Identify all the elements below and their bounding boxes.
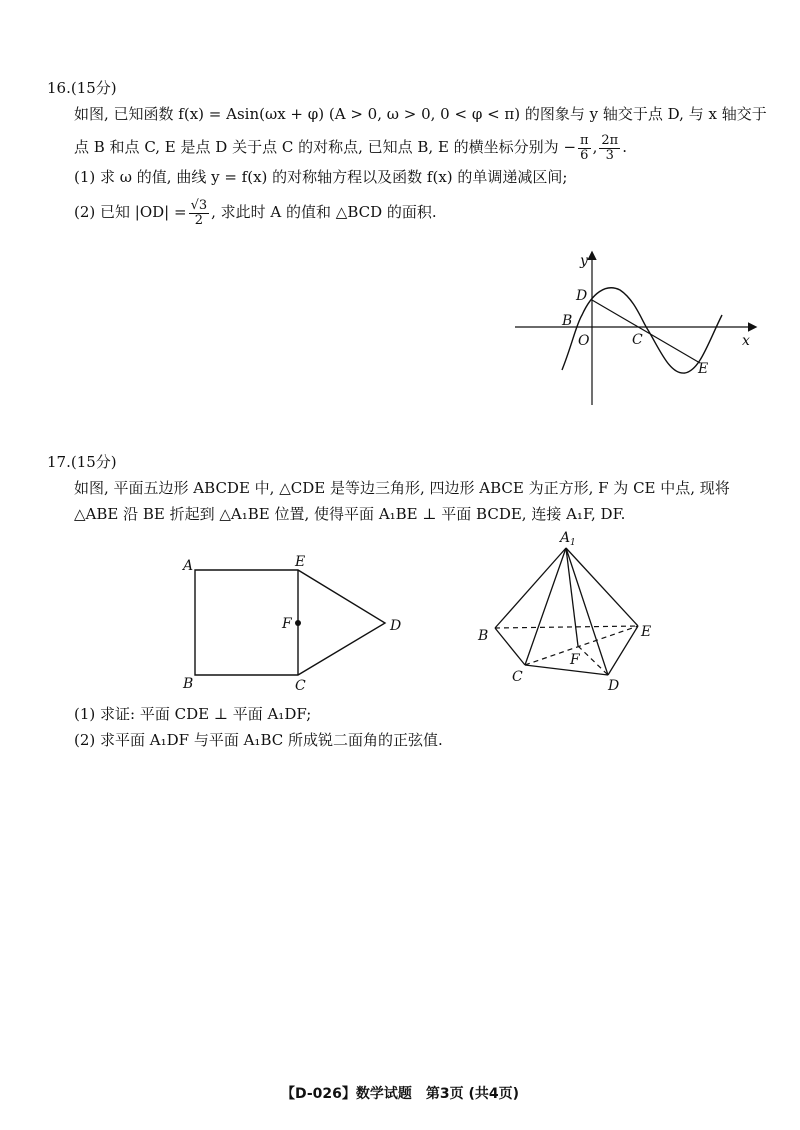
- q17-part2: (2) 求平面 A₁DF 与平面 A₁BC 所成锐二面角的正弦值.: [74, 731, 443, 749]
- label-d: D: [576, 288, 588, 304]
- q17-text-line2: △ABE 沿 BE 折起到 △A₁BE 位置, 使得平面 A₁BE ⊥ 平面 BCDE, 连接 A₁F, DF.: [74, 505, 626, 523]
- edge-cd: [525, 665, 608, 675]
- q17-number: 17.(15分): [47, 453, 117, 471]
- q17-text-line1: 如图, 平面五边形 ABCDE 中, △CDE 是等边三角形, 四边形 ABCE 为正方形, F 为 CE 中点, 现将: [74, 479, 730, 497]
- q17-figure-pentagon: [175, 548, 415, 698]
- label-a: A: [183, 558, 194, 574]
- q16-sine-graph: [510, 245, 770, 410]
- page-footer: 【D-026】数学试题 第3页 (共4页): [280, 1086, 520, 1102]
- edge-a1f: [566, 548, 578, 646]
- label-d: D: [390, 618, 402, 634]
- label-b: B: [562, 313, 573, 329]
- label-b: B: [183, 676, 194, 692]
- edge-ce-hidden: [525, 626, 638, 665]
- point-f: [295, 620, 301, 626]
- q16-text-line2: 点 B 和点 C, E 是点 D 关于点 C 的对称点, 已知点 B, E 的横坐标分别为 − $\frac{\pi}{6}$ , $\frac{2\pi}{3}$ .: [74, 132, 627, 163]
- label-a1: A: [560, 530, 571, 546]
- q16-part2: (2) 已知 |OD| = $\frac{√3}{2}$ , 求此时 A 的值和 △BCD 的面积.: [74, 197, 437, 228]
- label-c: C: [295, 678, 306, 694]
- label-o: O: [578, 333, 590, 349]
- edge-a1b: [495, 548, 566, 628]
- edge-be-hidden: [495, 626, 638, 628]
- segment-de: [592, 300, 700, 363]
- q16-line2-text: 点 B 和点 C, E 是点 D 关于点 C 的对称点, 已知点 B, E 的横坐标分别为 −: [74, 138, 577, 156]
- label-f: F: [282, 616, 292, 632]
- edge-a1c: [525, 548, 566, 665]
- label-d: D: [608, 678, 620, 694]
- label-x: x: [742, 333, 750, 349]
- q16-text-line1: 如图, 已知函数 f(x) = Asin(ωx + φ) (A > 0, ω > 0, 0 < φ < π) 的图象与 y 轴交于点 D, 与 x 轴交于: [74, 105, 767, 123]
- q17-figure-pyramid: [470, 528, 670, 698]
- edge-bc: [495, 628, 525, 665]
- label-c: C: [632, 332, 643, 348]
- label-y: y: [580, 253, 588, 269]
- label-f: F: [570, 652, 580, 668]
- label-a1-subscript: 1: [570, 538, 576, 548]
- q16-part1: (1) 求 ω 的值, 曲线 y = f(x) 的对称轴方程以及函数 f(x) 的单调递减区间;: [74, 168, 568, 186]
- label-c: C: [512, 669, 523, 685]
- q17-part1: (1) 求证: 平面 CDE ⊥ 平面 A₁DF;: [74, 705, 312, 723]
- label-e: E: [698, 361, 709, 377]
- fraction-2pi-3: $\frac{2\pi}{3}$: [601, 132, 619, 163]
- fraction-neg-pi-6: $\frac{\pi}{6}$: [580, 132, 589, 163]
- edge-a1e: [566, 548, 638, 626]
- fraction-sqrt3-2: $\frac{√3}{2}$: [190, 197, 208, 228]
- edge-de: [608, 626, 638, 675]
- label-b: B: [478, 628, 489, 644]
- label-e: E: [295, 554, 306, 570]
- label-e: E: [641, 624, 652, 640]
- q16-number: 16.(15分): [47, 79, 117, 97]
